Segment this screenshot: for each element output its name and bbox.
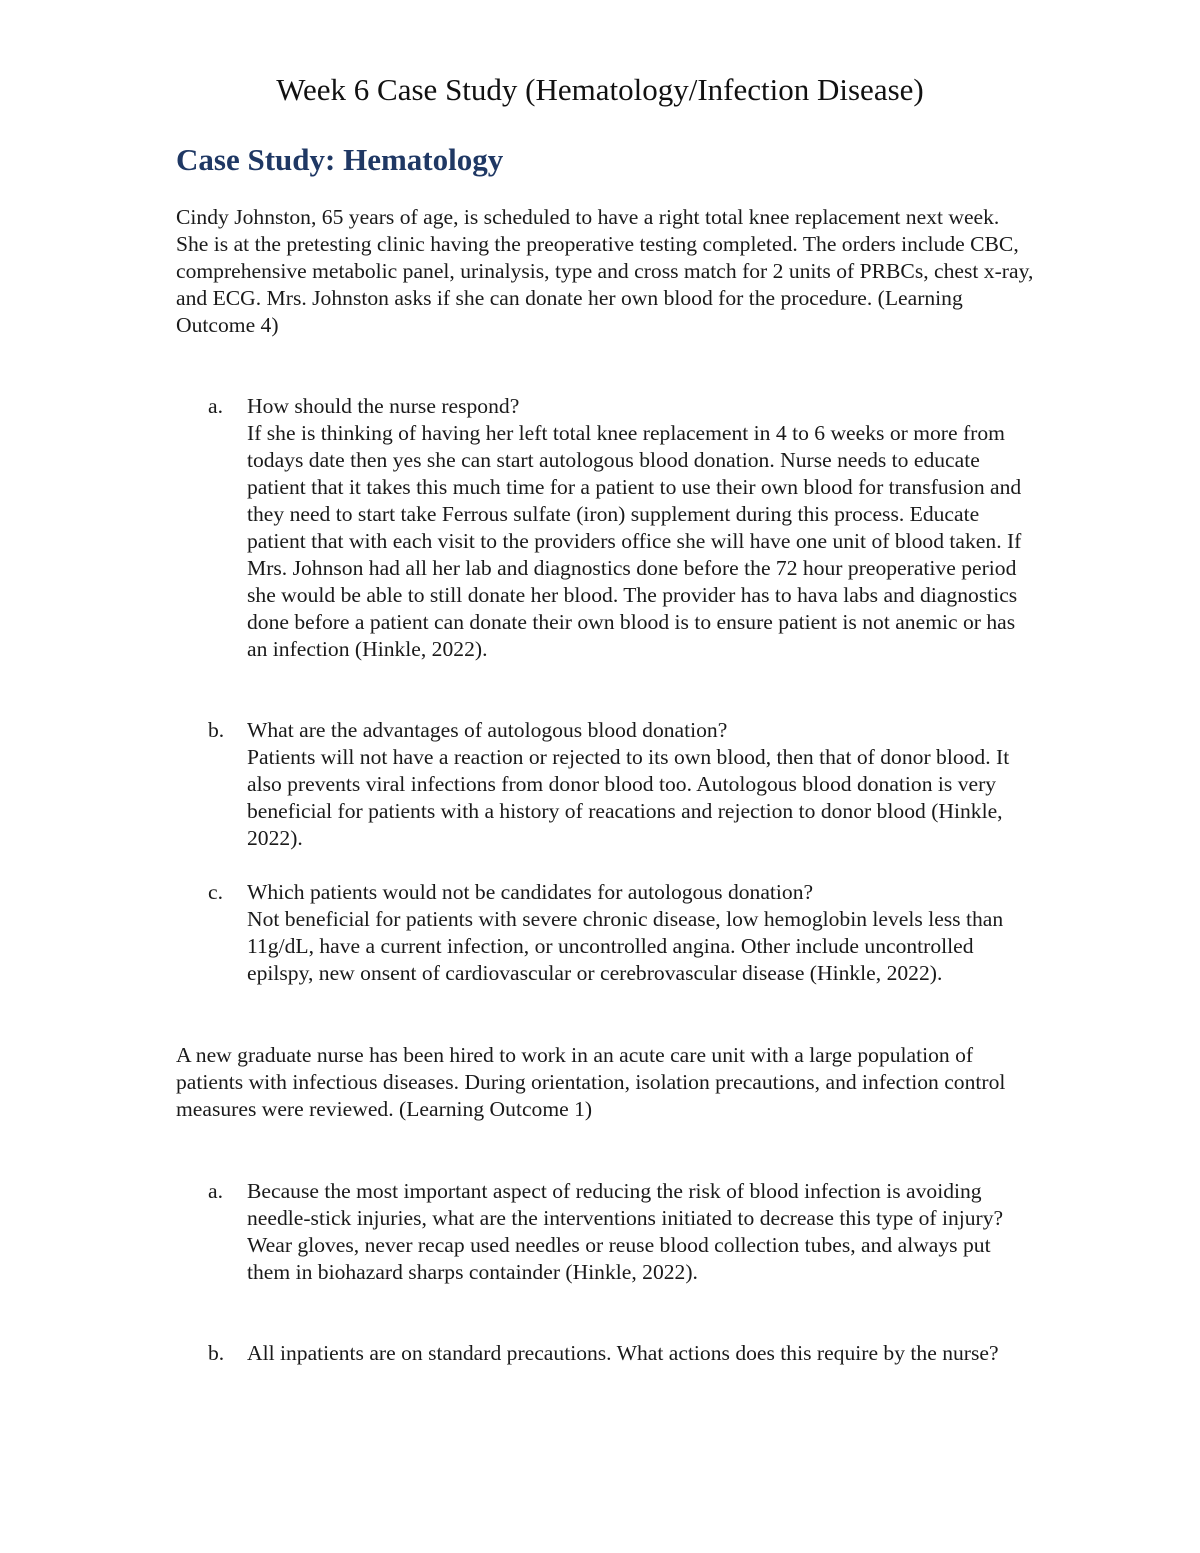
question-letter: a.: [208, 1179, 223, 1203]
question-letter: a.: [208, 394, 223, 418]
answer-text: If she is thinking of having her left total knee replacement in 4 to 6 weeks or more from todays date then yes she can start autologous blood donation. Nurse needs to educate patient that it takes this much time for a patient to use their own blood for transfusion and they need to start take Ferrous sulfate (iron) supplement during this process. Educate patient that with each visit to the providers office she will have one unit of blood taken. If Mrs. Johnson had all her lab and diagnostics done before the 72 hour preoperative period she would be able to still donate her blood. The provider has to hava labs and diagnostics done before a patient can donate their own blood is to ensure patient is not anemic or has an infection (Hinkle, 2022).: [247, 421, 1022, 661]
scenario-paragraph-infection: A new graduate nurse has been hired to work in an acute care unit with a large population of patients with infectious diseases. During orientation, isolation precautions, and infection control measures were reviewed. (Learning Outcome 1): [176, 1043, 1006, 1121]
question-item: [208, 1340, 1038, 1367]
question-item: [208, 1178, 1038, 1286]
answer-text: Not beneficial for patients with severe chronic disease, low hemoglobin levels less than 11g/dL, have a current infection, or uncontrolled angina. Other include uncontrolled epilspy, new onsent of cardiovascular or cerebrovascular disease (Hinkle, 2022).: [247, 907, 1004, 985]
question-text: Which patients would not be candidates for autologous donation?: [247, 880, 814, 904]
question-item: [208, 717, 1038, 852]
scenario-paragraph-hematology: Cindy Johnston, 65 years of age, is scheduled to have a right total knee replacement next week. She is at the pretesting clinic having the preoperative testing completed. The orders include CBC, comprehensive metabolic panel, urinalysis, type and cross match for 2 units of PRBCs, chest x-ray, and ECG. Mrs. Johnston asks if she can donate her own blood for the procedure. (Learning Outcome 4): [176, 205, 1034, 337]
question-text: How should the nurse respond?: [247, 394, 520, 418]
question-letter: b.: [208, 1341, 225, 1365]
question-letter: c.: [208, 880, 223, 904]
answer-text: Wear gloves, never recap used needles or reuse blood collection tubes, and always put them in biohazard sharps containder (Hinkle, 2022).: [247, 1233, 991, 1284]
question-item: [208, 393, 1038, 663]
document-title: Week 6 Case Study (Hematology/Infection Disease): [276, 72, 924, 107]
section-heading: Case Study: Hematology: [176, 142, 504, 177]
question-letter: b.: [208, 718, 225, 742]
question-text: What are the advantages of autologous blood donation?: [247, 718, 728, 742]
question-item: [208, 879, 1038, 987]
answer-text: Patients will not have a reaction or rejected to its own blood, then that of donor blood. It also prevents viral infections from donor blood too. Autologous blood donation is very beneficial for patients with a history of reacations and rejection to donor blood (Hinkle, 2022).: [247, 745, 1010, 850]
question-text: All inpatients are on standard precautions. What actions does this require by the nurse?: [247, 1341, 999, 1365]
question-text: Because the most important aspect of reducing the risk of blood infection is avoiding needle-stick injuries, what are the interventions initiated to decrease this type of injury?: [247, 1179, 1004, 1230]
